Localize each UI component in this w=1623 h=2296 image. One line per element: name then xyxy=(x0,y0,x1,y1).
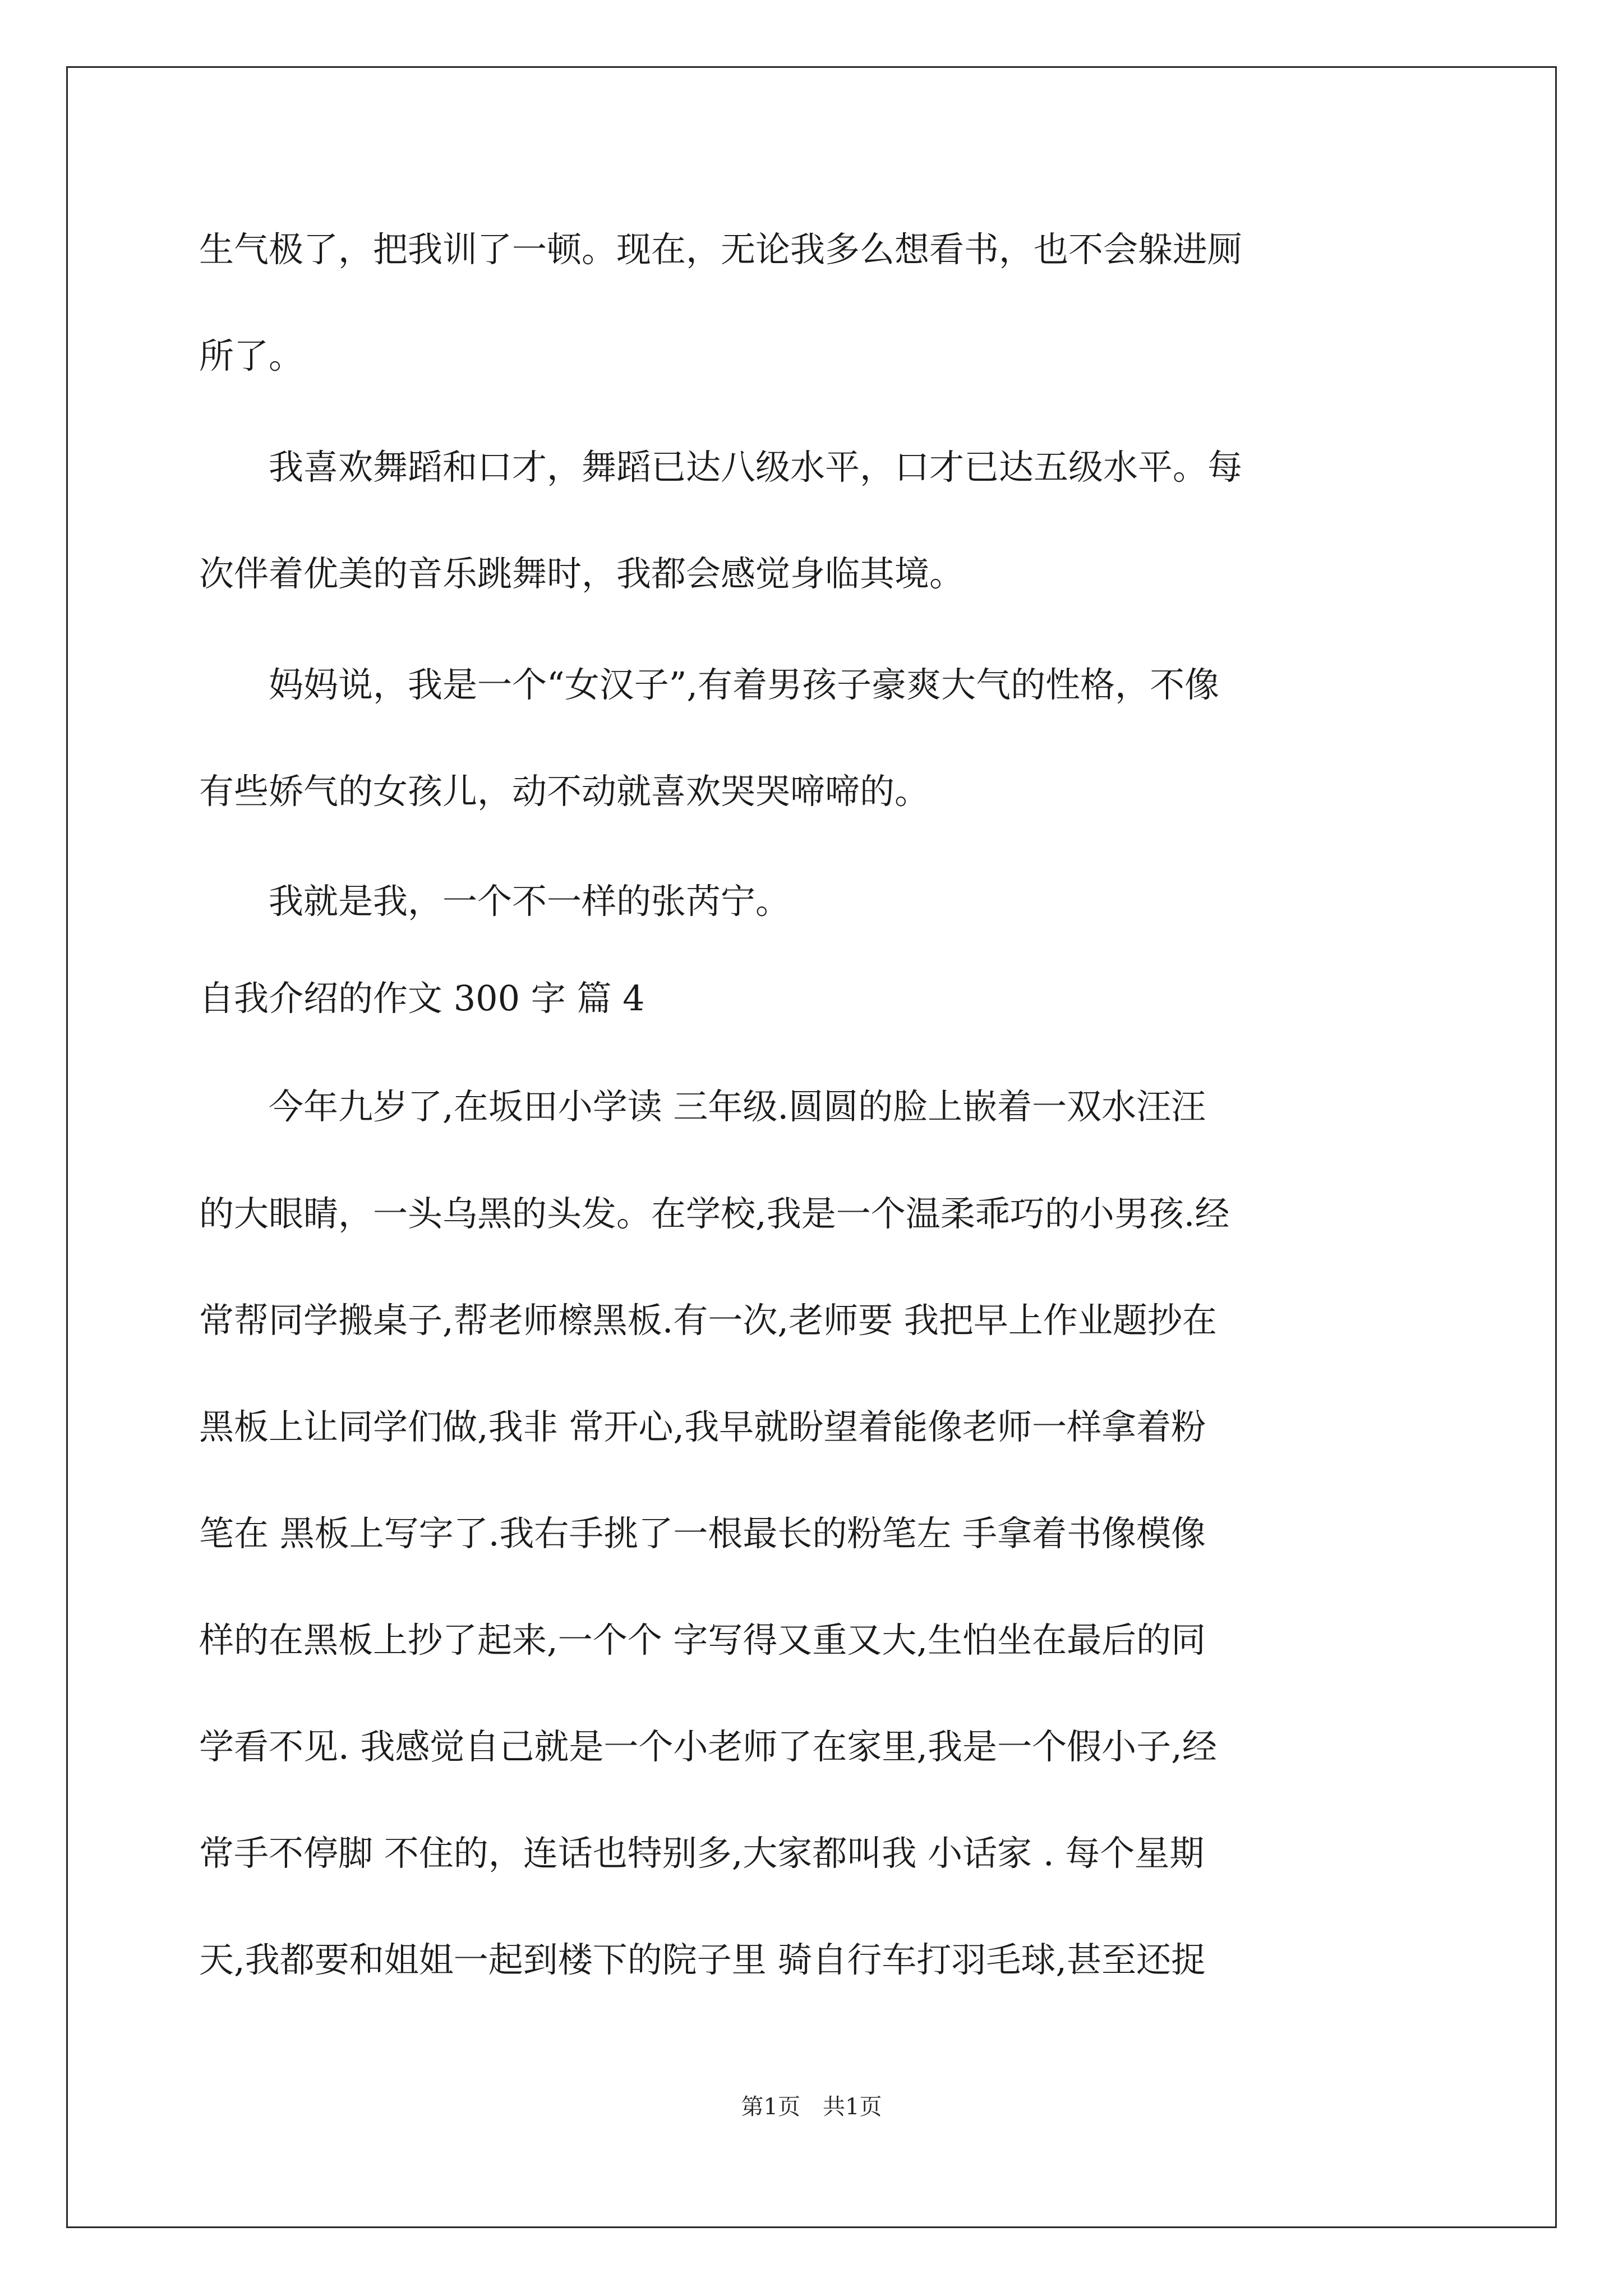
text-line: 有些娇气的女孩儿，动不动就喜欢哭哭啼啼的。 xyxy=(199,771,930,812)
section-heading: 自我介绍的作文 300 字 篇 4 xyxy=(199,978,645,1019)
page-border xyxy=(66,66,1557,2228)
text-line: 学看不见. 我感觉自己就是一个小老师了在家里,我是一个假小子,经 xyxy=(199,1726,1217,1767)
page-footer: 第1页 共1页 xyxy=(741,2094,882,2120)
text-line: 妈妈说，我是一个“女汉子”,有着男孩子豪爽大气的性格，不像 xyxy=(199,664,1220,705)
text-line: 我喜欢舞蹈和口才，舞蹈已达八级水平，口才已达五级水平。每 xyxy=(199,447,1243,487)
text-line: 生气极了，把我训了一顿。现在，无论我多么想看书，也不会躲进厕 xyxy=(199,229,1243,270)
text-line: 所了。 xyxy=(199,335,304,376)
text-line: 笔在 黑板上写字了.我右手挑了一根最长的粉笔左 手拿着书像模像 xyxy=(199,1513,1206,1554)
text-line: 常手不停脚 不住的，连话也特别多,大家都叫我 小话家 . 每个星期 xyxy=(199,1833,1205,1874)
text-line: 常帮同学搬桌子,帮老师檫黑板.有一次,老师要 我把早上作业题抄在 xyxy=(199,1300,1217,1341)
text-line: 的大眼睛，一头乌黑的头发。在学校,我是一个温柔乖巧的小男孩.经 xyxy=(199,1193,1230,1234)
text-line: 我就是我，一个不一样的张芮宁。 xyxy=(199,881,791,922)
text-line: 样的在黑板上抄了起来,一个个 字写得又重又大,生怕坐在最后的同 xyxy=(199,1619,1206,1660)
text-line: 次伴着优美的音乐跳舞时，我都会感觉身临其境。 xyxy=(199,553,965,594)
text-line: 今年九岁了,在坂田小学读 三年级.圆圆的脸上嵌着一双水汪汪 xyxy=(199,1086,1206,1127)
text-line: 黑板上让同学们做,我非 常开心,我早就盼望着能像老师一样拿着粉 xyxy=(199,1406,1206,1447)
text-line: 天,我都要和姐姐一起到楼下的院子里 骑自行车打羽毛球,甚至还捉 xyxy=(199,1939,1206,1980)
